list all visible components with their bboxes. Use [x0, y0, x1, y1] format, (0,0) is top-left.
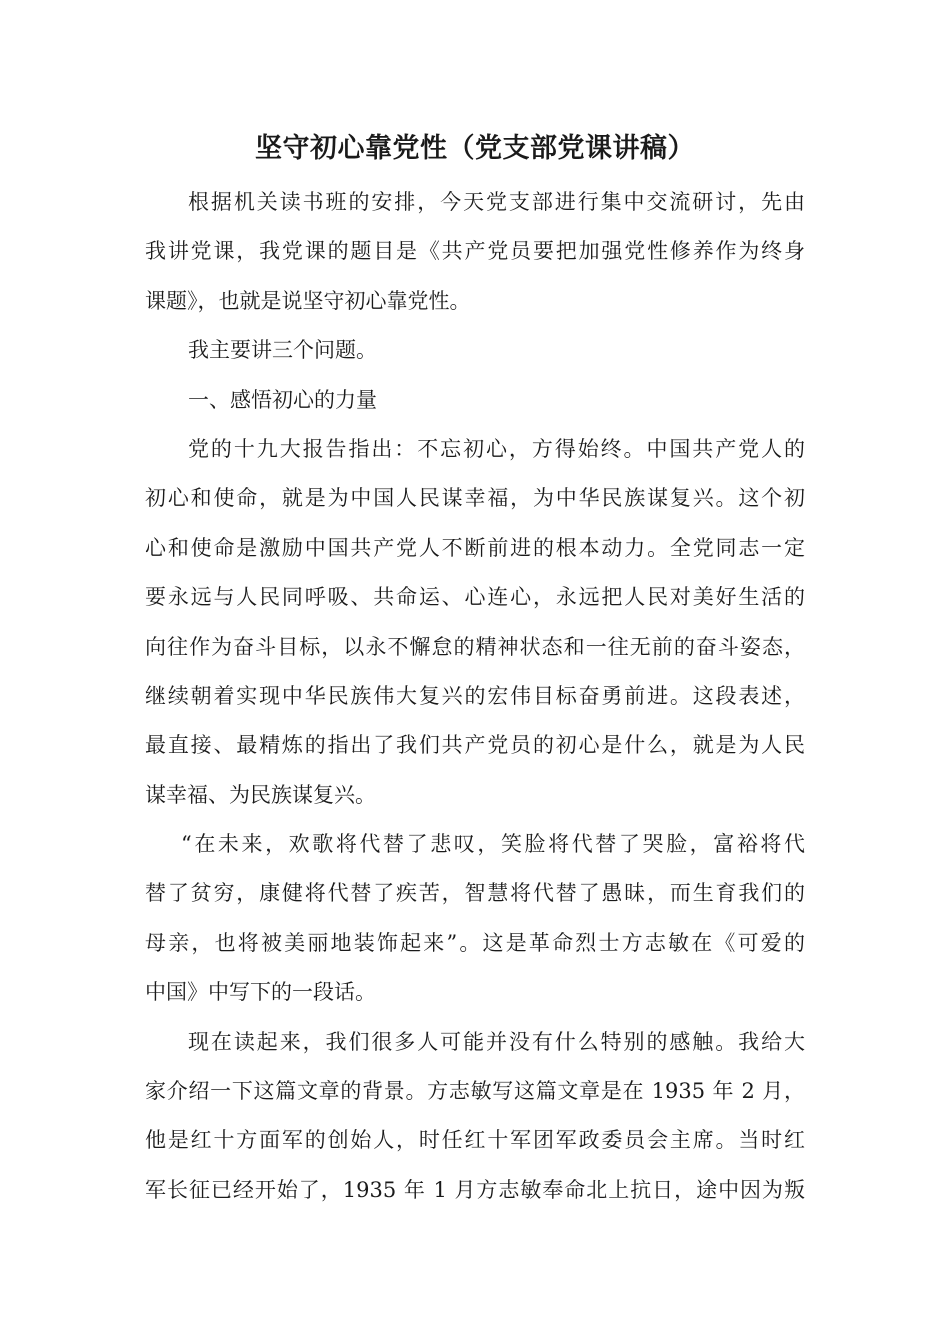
paragraph-line: 母亲，也将被美丽地装饰起来”。这是革命烈士方志敏在《可爱的 — [145, 930, 805, 955]
paragraph-line: 家介绍一下这篇文章的背景。方志敏写这篇文章是在 1935 年 2 月， — [145, 1079, 805, 1104]
paragraph-line: 初心和使命，就是为中国人民谋幸福，为中华民族谋复兴。这个初 — [145, 486, 805, 511]
paragraph-line: 我讲党课，我党课的题目是《共产党员要把加强党性修养作为终身 — [145, 239, 805, 264]
paragraph-line: 根据机关读书班的安排，今天党支部进行集中交流研讨，先由 — [188, 190, 805, 214]
document-title: 坚守初心靠党性（党支部党课讲稿） — [255, 133, 695, 164]
paragraph-line: 军长征已经开始了，1935 年 1 月方志敏奉命北上抗日，途中因为叛 — [145, 1177, 805, 1202]
paragraph-line: 我主要讲三个问题。 — [188, 338, 377, 363]
section-heading: 一、感悟初心的力量 — [188, 387, 377, 412]
paragraph-line: “在未来，欢歌将代替了悲叹，笑脸将代替了哭脸，富裕将代 — [181, 832, 805, 857]
paragraph-line: 要永远与人民同呼吸、共命运、心连心，永远把人民对美好生活的 — [145, 585, 805, 610]
paragraph-line: 向往作为奋斗目标，以永不懈怠的精神状态和一往无前的奋斗姿态， — [145, 634, 805, 659]
paragraph-line: 继续朝着实现中华民族伟大复兴的宏伟目标奋勇前进。这段表述， — [145, 683, 805, 708]
paragraph-line: 现在读起来，我们很多人可能并没有什么特别的感触。我给大 — [188, 1029, 805, 1054]
paragraph-line: 课题》，也就是说坚守初心靠党性。 — [145, 288, 471, 313]
paragraph-line: 中国》中写下的一段话。 — [145, 980, 376, 1005]
paragraph-line: 替了贫穷，康健将代替了疾苦，智慧将代替了愚昧，而生育我们的 — [145, 881, 805, 906]
paragraph-line: 谋幸福、为民族谋复兴。 — [145, 782, 376, 807]
document-body — [145, 178, 805, 1215]
paragraph-line: 心和使命是激励中国共产党人不断前进的根本动力。全党同志一定 — [145, 535, 805, 560]
paragraph-line: 最直接、最精炼的指出了我们共产党员的初心是什么，就是为人民 — [145, 733, 805, 758]
paragraph-line: 他是红十方面军的创始人，时任红十军团军政委员会主席。当时红 — [145, 1128, 805, 1153]
paragraph-line: 党的十九大报告指出：不忘初心，方得始终。中国共产党人的 — [188, 436, 805, 461]
